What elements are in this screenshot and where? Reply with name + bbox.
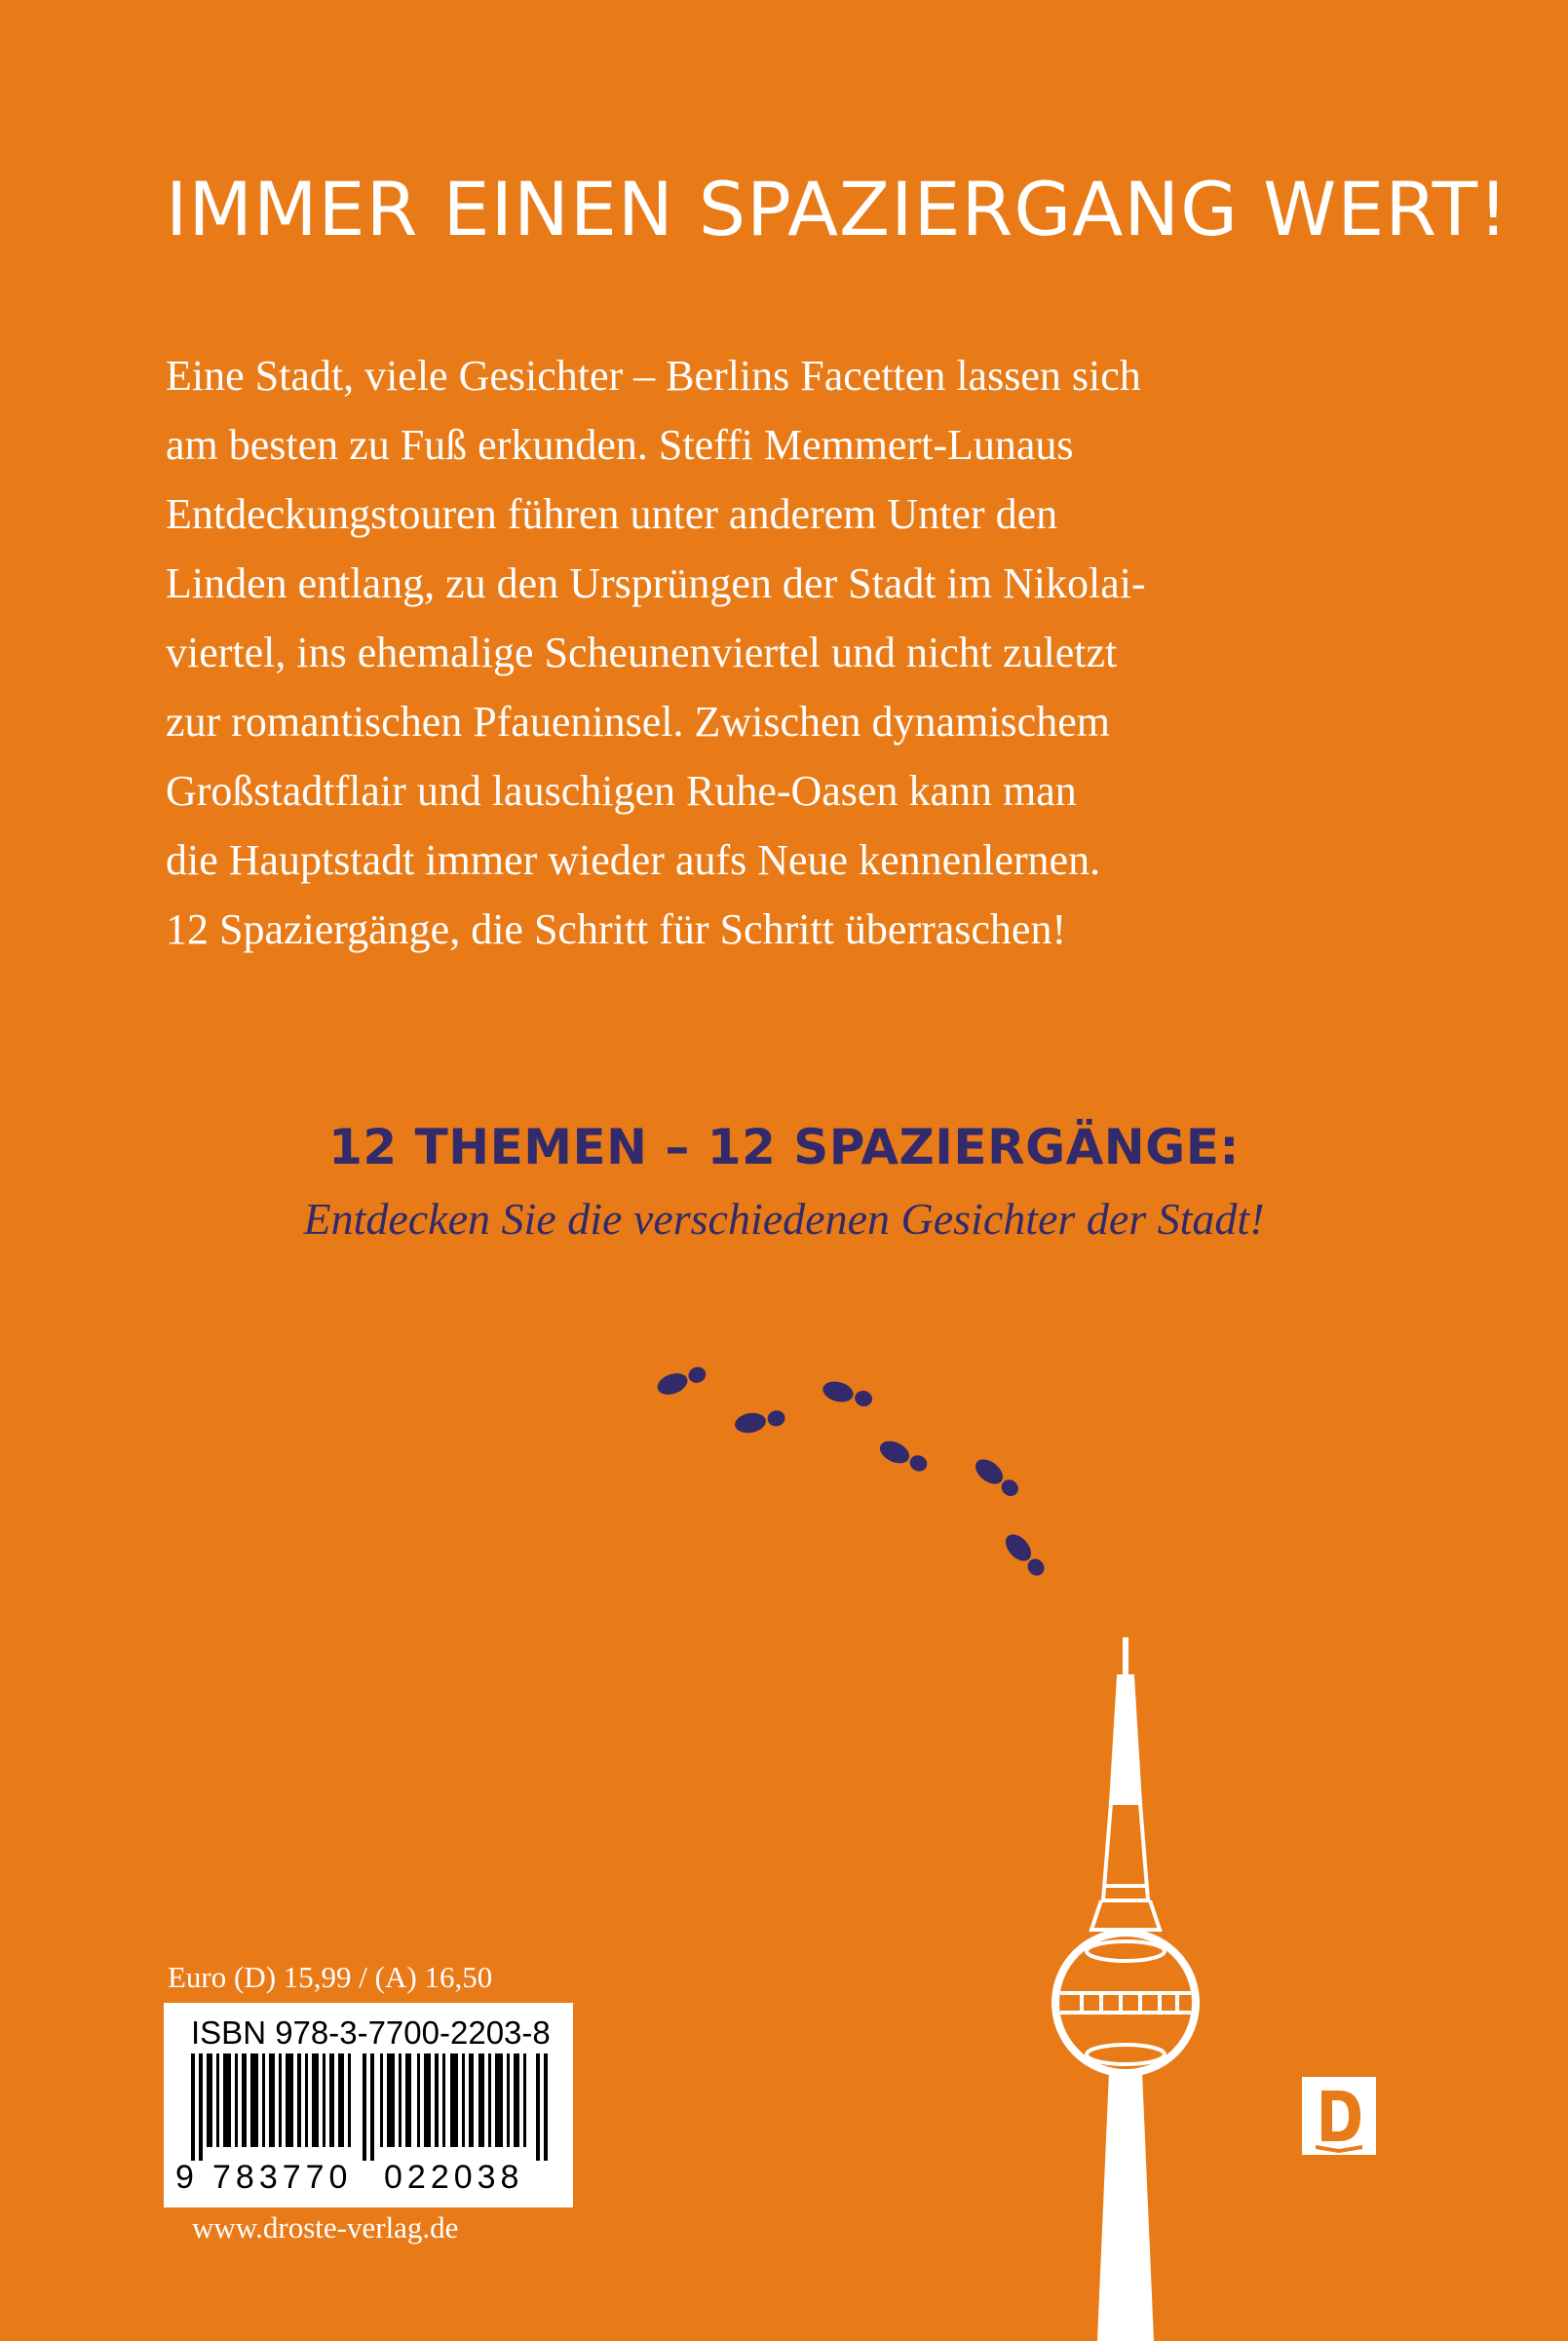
blurb-line: Großstadtflair und lauschigen Ruhe-Oasen kann man — [166, 767, 1077, 815]
blurb-line: Eine Stadt, viele Gesichter – Berlins Facetten lassen sich — [166, 352, 1141, 400]
blurb-line: am besten zu Fuß erkunden. Steffi Memmert-Lunaus — [166, 421, 1074, 469]
blurb-line: zur romantischen Pfaueninsel. Zwischen dynamischem — [166, 698, 1110, 746]
blurb-line: Linden entlang, zu den Ursprüngen der Stadt im Nikolai- — [166, 559, 1146, 607]
themes-subtitle: Entdecken Sie die verschiedenen Gesichter der Stadt! — [303, 1194, 1265, 1244]
blurb-line: viertel, ins ehemalige Scheunenviertel und nicht zuletzt — [166, 629, 1118, 676]
barcode-right-digits: 022038 — [384, 2159, 524, 2196]
blurb-line: die Hauptstadt immer wieder aufs Neue kennenlernen. — [166, 836, 1101, 884]
publisher-website: www.droste-verlag.de — [192, 2210, 459, 2245]
barcode-icon — [191, 2053, 554, 2161]
isbn: ISBN 978-3-7700-2203-8 — [191, 2015, 551, 2051]
price: Euro (D) 15,99 / (A) 16,50 — [168, 1960, 493, 1994]
barcode-label — [164, 2003, 573, 2207]
tv-tower-icon — [1013, 1637, 1238, 2341]
publisher-logo-icon — [1302, 2077, 1376, 2155]
headline: IMMER EINEN SPAZIERGANG WERT! — [166, 166, 1510, 252]
barcode-left-digits: 783770 — [212, 2159, 353, 2196]
blurb — [166, 341, 1433, 964]
themes-heading: 12 THEMEN – 12 SPAZIERGÄNGE: — [328, 1119, 1240, 1175]
blurb-line: Entdeckungstouren führen unter anderem Unter den — [166, 490, 1058, 538]
footprints-icon — [643, 1345, 1091, 1618]
barcode-first-digit: 9 — [175, 2159, 194, 2196]
blurb-line: 12 Spaziergänge, die Schritt für Schritt überraschen! — [166, 905, 1067, 953]
